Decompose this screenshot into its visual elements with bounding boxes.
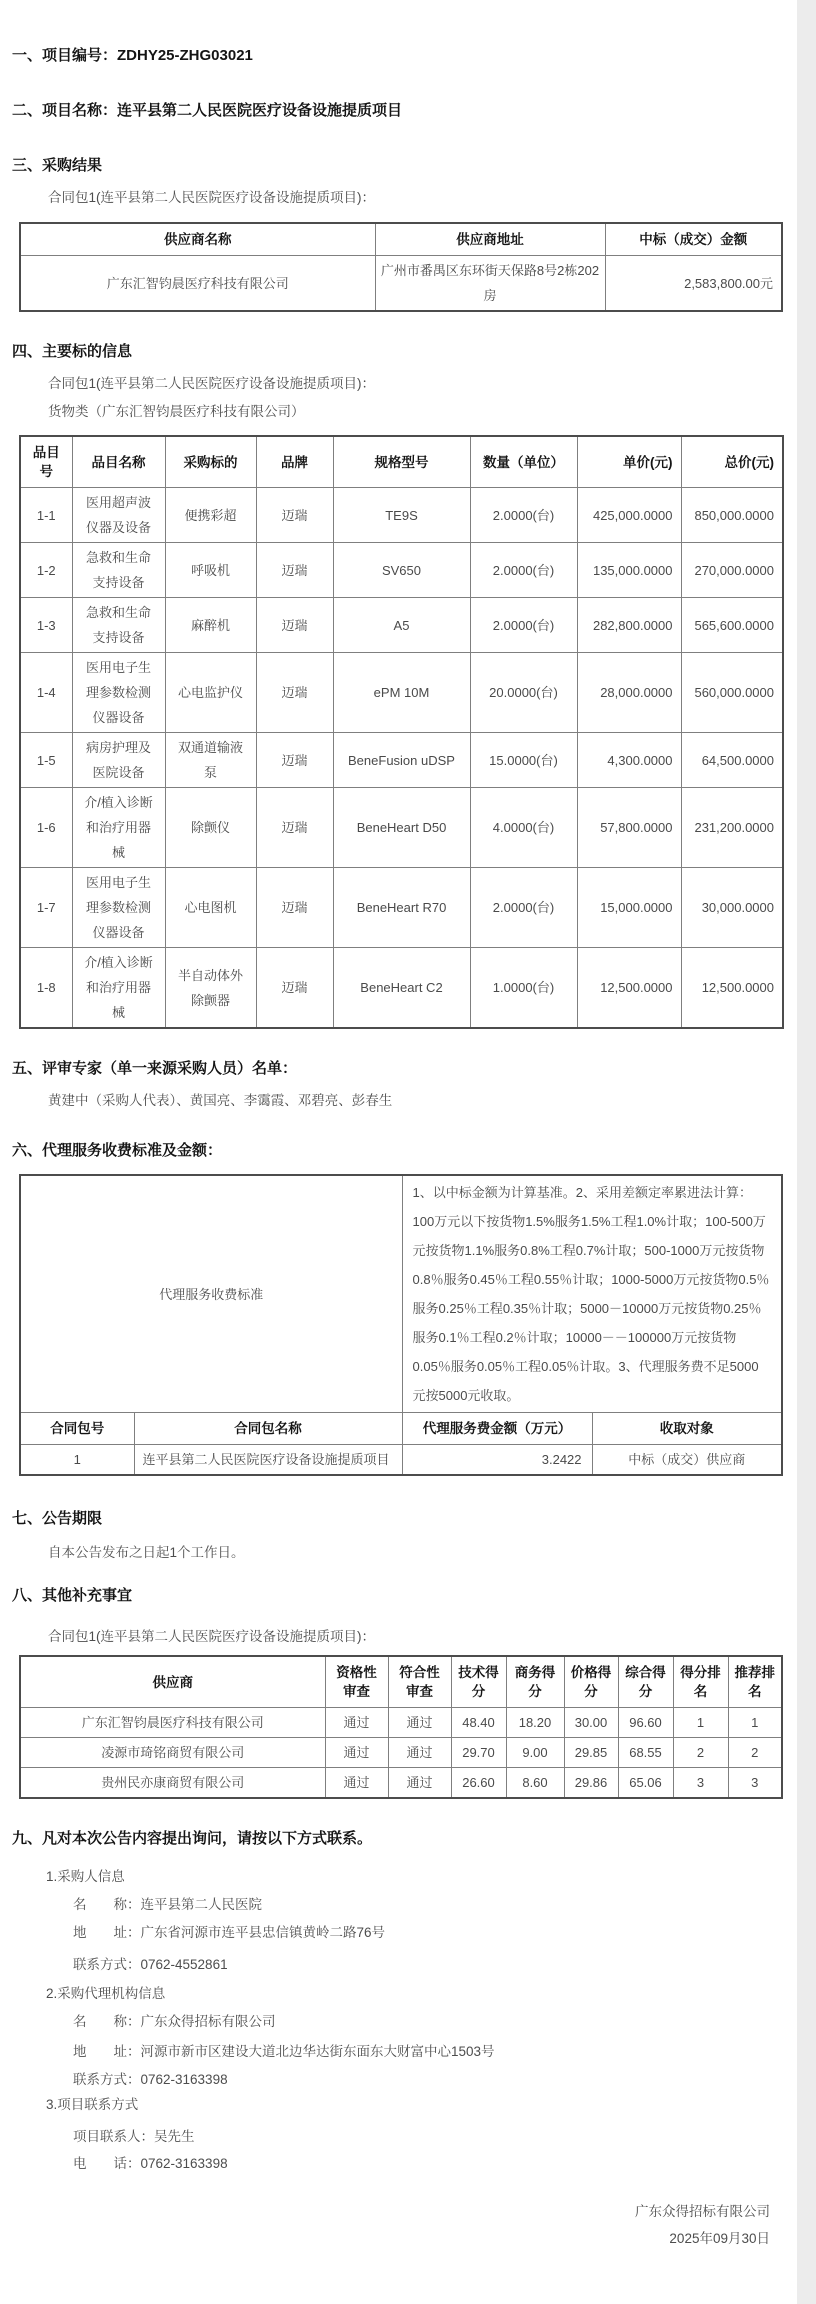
column-header-fee-payer: 收取对象 — [592, 1413, 782, 1445]
table-cell: 15.0000(台) — [470, 733, 577, 788]
table-row — [20, 868, 783, 948]
table-cell: 呼吸机 — [165, 543, 256, 598]
table-cell: 迈瑞 — [256, 598, 333, 653]
table-cell: 9.00 — [506, 1738, 564, 1768]
column-header-overall-score: 综合得分 — [618, 1656, 673, 1708]
table-cell: 15,000.0000 — [577, 868, 681, 948]
table-cell: 双通道输液泵 — [165, 733, 256, 788]
table-cell: 1 — [728, 1708, 782, 1738]
table-cell: 1-1 — [20, 488, 72, 543]
project-contact-heading: 3.项目联系方式 — [46, 2097, 139, 2112]
table-cell: 迈瑞 — [256, 733, 333, 788]
table-header-row — [20, 1413, 782, 1445]
table-cell: 1-7 — [20, 868, 72, 948]
table-row — [20, 256, 782, 312]
table-cell: 通过 — [388, 1768, 451, 1799]
table-cell: 迈瑞 — [256, 488, 333, 543]
table-cell: BeneFusion uDSP — [333, 733, 470, 788]
table-cell: 通过 — [325, 1768, 388, 1799]
section-4-package-line: 合同包1(连平县第二人民医院医疗设备设施提质项目)： — [48, 376, 375, 391]
section-9-title: 九、凡对本次公告内容提出询问，请按以下方式联系。 — [12, 1830, 373, 1847]
table-header-row — [20, 1656, 782, 1708]
table-cell: 231,200.0000 — [681, 788, 783, 868]
table-cell: 广东汇智钧晨医疗科技有限公司 — [20, 1708, 325, 1738]
table-cell: 270,000.0000 — [681, 543, 783, 598]
table-header-row — [20, 223, 782, 256]
table-cell: 68.55 — [618, 1738, 673, 1768]
fee-amount-cell: 3.2422 — [402, 1445, 592, 1476]
procurement-result-table — [19, 222, 783, 312]
table-row — [20, 733, 783, 788]
table-cell: 急救和生命支持设备 — [72, 543, 165, 598]
table-cell: SV650 — [333, 543, 470, 598]
section-2-title: 二、项目名称：连平县第二人民医院医疗设备设施提质项目 — [12, 102, 403, 119]
fee-payer-cell: 中标（成交）供应商 — [592, 1445, 782, 1476]
table-cell: 96.60 — [618, 1708, 673, 1738]
table-cell: 1-3 — [20, 598, 72, 653]
table-cell: 4.0000(台) — [470, 788, 577, 868]
table-cell: 1-6 — [20, 788, 72, 868]
table-row — [20, 1768, 782, 1799]
table-cell: 除颤仪 — [165, 788, 256, 868]
table-cell: 迈瑞 — [256, 543, 333, 598]
buyer-info-heading: 1.采购人信息 — [46, 1869, 125, 1884]
table-cell: 425,000.0000 — [577, 488, 681, 543]
table-cell: 18.20 — [506, 1708, 564, 1738]
table-cell: 565,600.0000 — [681, 598, 783, 653]
table-cell: 29.86 — [564, 1768, 618, 1799]
column-header-business-score: 商务得分 — [506, 1656, 564, 1708]
column-header-model: 规格型号 — [333, 436, 470, 488]
table-cell: 病房护理及医院设备 — [72, 733, 165, 788]
table-cell: 850,000.0000 — [681, 488, 783, 543]
column-header-qualification-review: 资格性审查 — [325, 1656, 388, 1708]
table-cell: ePM 10M — [333, 653, 470, 733]
table-cell: 3 — [673, 1768, 728, 1799]
project-contact-person: 项目联系人：吴先生 — [73, 2129, 195, 2144]
section-1-title: 一、项目编号：ZDHY25-ZHG03021 — [12, 47, 253, 64]
table-cell: 医用电子生理参数检测仪器设备 — [72, 868, 165, 948]
footer-company-name: 广东众得招标有限公司 — [635, 2204, 770, 2219]
supplier-name-cell: 广东汇智钧晨医疗科技有限公司 — [20, 256, 375, 312]
table-cell: 急救和生命支持设备 — [72, 598, 165, 653]
table-cell: 医用超声波仪器及设备 — [72, 488, 165, 543]
column-header-technical-score: 技术得分 — [451, 1656, 506, 1708]
table-cell: 1-8 — [20, 948, 72, 1029]
announcement-period-text: 自本公告发布之日起1个工作日。 — [48, 1545, 245, 1560]
column-header-item-name: 品目名称 — [72, 436, 165, 488]
table-cell: 迈瑞 — [256, 868, 333, 948]
footer-date: 2025年09月30日 — [669, 2231, 770, 2246]
table-cell: 迈瑞 — [256, 653, 333, 733]
column-header-package-name: 合同包名称 — [134, 1413, 402, 1445]
table-header-row — [20, 436, 783, 488]
table-cell: 57,800.0000 — [577, 788, 681, 868]
supplier-score-table — [19, 1655, 783, 1799]
column-header-total-price: 总价(元) — [681, 436, 783, 488]
column-header-score-rank: 得分排名 — [673, 1656, 728, 1708]
table-row — [20, 653, 783, 733]
table-row — [20, 788, 783, 868]
table-cell: 28,000.0000 — [577, 653, 681, 733]
table-cell: 2.0000(台) — [470, 543, 577, 598]
table-cell: 560,000.0000 — [681, 653, 783, 733]
table-row — [20, 543, 783, 598]
agency-fee-table — [19, 1174, 783, 1476]
package-name-cell: 连平县第二人民医院医疗设备设施提质项目 — [134, 1445, 402, 1476]
table-cell: BeneHeart C2 — [333, 948, 470, 1029]
column-header-procurement-object: 采购标的 — [165, 436, 256, 488]
column-header-price-score: 价格得分 — [564, 1656, 618, 1708]
table-cell: 迈瑞 — [256, 948, 333, 1029]
table-cell: 4,300.0000 — [577, 733, 681, 788]
table-cell: 迈瑞 — [256, 788, 333, 868]
section-3-package-line: 合同包1(连平县第二人民医院医疗设备设施提质项目)： — [48, 190, 375, 205]
table-cell: 282,800.0000 — [577, 598, 681, 653]
section-8-title: 八、其他补充事宜 — [12, 1587, 133, 1604]
column-header-fee-amount: 代理服务费金额（万元） — [402, 1413, 592, 1445]
table-cell: 凌源市琦铭商贸有限公司 — [20, 1738, 325, 1768]
column-header-brand: 品牌 — [256, 436, 333, 488]
package-no-cell: 1 — [20, 1445, 134, 1476]
buyer-contact: 联系方式：0762-4552861 — [73, 1957, 228, 1972]
table-cell: 12,500.0000 — [681, 948, 783, 1029]
supplier-address-cell: 广州市番禺区东环街天保路8号2栋202房 — [375, 256, 605, 312]
table-cell: 3 — [728, 1768, 782, 1799]
table-cell: 29.85 — [564, 1738, 618, 1768]
table-cell: 26.60 — [451, 1768, 506, 1799]
buyer-name: 名 称：连平县第二人民医院 — [73, 1897, 262, 1912]
table-cell: 2.0000(台) — [470, 868, 577, 948]
table-cell: 1-2 — [20, 543, 72, 598]
agency-info-heading: 2.采购代理机构信息 — [46, 1986, 166, 2001]
table-cell: 通过 — [388, 1708, 451, 1738]
column-header-conformity-review: 符合性审查 — [388, 1656, 451, 1708]
table-cell: 1.0000(台) — [470, 948, 577, 1029]
table-cell: 1-5 — [20, 733, 72, 788]
table-cell: 介/植入诊断和治疗用器械 — [72, 948, 165, 1029]
table-cell: TE9S — [333, 488, 470, 543]
table-cell: A5 — [333, 598, 470, 653]
agency-address: 地 址：河源市新市区建设大道北边华达街东面东大财富中心1503号 — [73, 2044, 495, 2059]
table-cell: 2.0000(台) — [470, 488, 577, 543]
table-cell: 8.60 — [506, 1768, 564, 1799]
table-cell: 便携彩超 — [165, 488, 256, 543]
agency-name: 名 称：广东众得招标有限公司 — [73, 2014, 276, 2029]
table-cell: 12,500.0000 — [577, 948, 681, 1029]
table-cell: 通过 — [388, 1738, 451, 1768]
buyer-address: 地 址：广东省河源市连平县忠信镇黄岭二路76号 — [73, 1925, 386, 1940]
table-cell: 通过 — [325, 1708, 388, 1738]
table-row — [20, 948, 783, 1029]
section-6-title: 六、代理服务收费标准及金额： — [12, 1142, 223, 1159]
column-header-supplier: 供应商 — [20, 1656, 325, 1708]
table-cell: 麻醉机 — [165, 598, 256, 653]
award-amount-cell: 2,583,800.00元 — [605, 256, 782, 312]
section-8-package-line: 合同包1(连平县第二人民医院医疗设备设施提质项目)： — [48, 1629, 375, 1644]
section-5-title: 五、评审专家（单一来源采购人员）名单： — [12, 1060, 298, 1077]
table-cell: 2 — [728, 1738, 782, 1768]
column-header-quantity: 数量（单位） — [470, 436, 577, 488]
fee-standard-row — [20, 1175, 782, 1413]
project-contact-phone: 电 话：0762-3163398 — [73, 2156, 228, 2171]
table-cell: BeneHeart D50 — [333, 788, 470, 868]
table-cell: 2 — [673, 1738, 728, 1768]
table-cell: 半自动体外除颤器 — [165, 948, 256, 1029]
column-header-supplier-name: 供应商名称 — [20, 223, 375, 256]
column-header-supplier-address: 供应商地址 — [375, 223, 605, 256]
table-cell: 64,500.0000 — [681, 733, 783, 788]
column-header-award-amount: 中标（成交）金额 — [605, 223, 782, 256]
table-cell: 1 — [673, 1708, 728, 1738]
table-cell: 医用电子生理参数检测仪器设备 — [72, 653, 165, 733]
table-cell: 65.06 — [618, 1768, 673, 1799]
table-cell: 29.70 — [451, 1738, 506, 1768]
column-header-item-no: 品目号 — [20, 436, 72, 488]
table-row — [20, 488, 783, 543]
table-cell: 30.00 — [564, 1708, 618, 1738]
column-header-package-no: 合同包号 — [20, 1413, 134, 1445]
table-cell: 介/植入诊断和治疗用器械 — [72, 788, 165, 868]
fee-standard-label: 代理服务收费标准 — [20, 1175, 402, 1413]
table-row — [20, 1708, 782, 1738]
column-header-unit-price: 单价(元) — [577, 436, 681, 488]
items-table — [19, 435, 784, 1029]
expert-names: 黄建中（采购人代表）、黄国亮、李霭霞、邓碧亮、彭春生 — [48, 1093, 393, 1108]
agency-contact: 联系方式：0762-3163398 — [73, 2072, 228, 2087]
section-3-title: 三、采购结果 — [12, 157, 103, 174]
table-cell: 135,000.0000 — [577, 543, 681, 598]
table-cell: BeneHeart R70 — [333, 868, 470, 948]
table-cell: 2.0000(台) — [470, 598, 577, 653]
section-4-category-line: 货物类（广东汇智钧晨医疗科技有限公司） — [48, 404, 305, 419]
table-cell: 心电图机 — [165, 868, 256, 948]
table-cell: 20.0000(台) — [470, 653, 577, 733]
table-row — [20, 598, 783, 653]
table-cell: 通过 — [325, 1738, 388, 1768]
section-4-title: 四、主要标的信息 — [12, 343, 133, 360]
table-cell: 心电监护仪 — [165, 653, 256, 733]
table-cell: 48.40 — [451, 1708, 506, 1738]
table-row — [20, 1445, 782, 1476]
section-7-title: 七、公告期限 — [12, 1510, 103, 1527]
table-cell: 1-4 — [20, 653, 72, 733]
table-row — [20, 1738, 782, 1768]
table-cell: 贵州民亦康商贸有限公司 — [20, 1768, 325, 1799]
column-header-recommend-rank: 推荐排名 — [728, 1656, 782, 1708]
table-cell: 30,000.0000 — [681, 868, 783, 948]
fee-standard-text: 1、以中标金额为计算基准。2、采用差额定率累进法计算：100万元以下按货物1.5%服务1.5%工程1.0%计取；100-500万元按货物1.1%服务0.8%工程0.7%计取；500-1000万元按货物0.8％服务0.45％工程0.55％计取；1000-5000万元按货物0.5％服务0.25％工程0.35％计取；5000－10000万元按货物0.25％服务0.1％工程0.2％计取；10000－－100000万元按货物0.05％服务0.05％工程0.05％计取。3、代理服务费不足5000元按5000元收取。 — [402, 1175, 782, 1413]
